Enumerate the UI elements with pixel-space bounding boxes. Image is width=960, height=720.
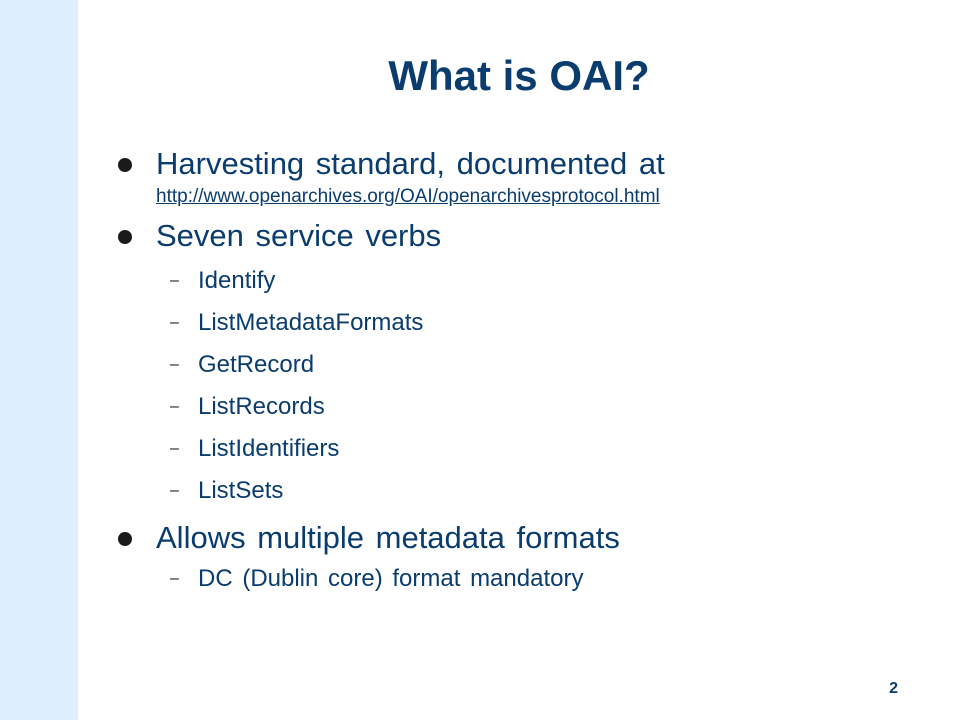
dash-icon: – [170, 482, 179, 499]
sub-item [118, 386, 918, 428]
sub-item [118, 428, 918, 470]
sub-item-text: ListIdentifiers [198, 435, 340, 462]
bullet-dot-icon [118, 230, 132, 244]
slide-title: What is OAI? [388, 52, 650, 99]
sub-item-text: Identify [198, 267, 276, 294]
bullet-text: Allows multiple metadata formats [156, 520, 620, 555]
dash-icon: – [170, 440, 179, 457]
sub-item [118, 558, 918, 600]
bullet-dot-icon [118, 532, 132, 546]
sub-item-text: DC (Dublin core) format mandatory [198, 565, 584, 592]
sub-item-text: GetRecord [198, 351, 315, 378]
dash-icon: – [170, 570, 179, 587]
bullet-item [118, 216, 918, 512]
dash-icon: – [170, 398, 179, 415]
dash-icon: – [170, 272, 179, 289]
bullet-item [118, 144, 918, 210]
bullet-text: Harvesting standard, documented at [156, 146, 665, 181]
dash-icon: – [170, 314, 179, 331]
dash-icon: – [170, 356, 179, 373]
bullet-item [118, 518, 918, 600]
sub-item-text: ListSets [198, 477, 284, 504]
sub-item [118, 344, 918, 386]
bullet-dot-icon [118, 158, 132, 172]
sub-item-text: ListRecords [198, 393, 325, 420]
sub-item-text: ListMetadataFormats [198, 309, 424, 336]
bullet-text: Seven service verbs [156, 218, 442, 253]
sub-item [118, 302, 918, 344]
sub-item [118, 260, 918, 302]
slide-body [118, 144, 918, 600]
page-number: 2 [889, 680, 898, 697]
left-accent-band [0, 0, 78, 720]
sub-item [118, 470, 918, 512]
protocol-link[interactable]: http://www.openarchives.org/OAI/openarchivesprotocol.html [156, 186, 660, 207]
